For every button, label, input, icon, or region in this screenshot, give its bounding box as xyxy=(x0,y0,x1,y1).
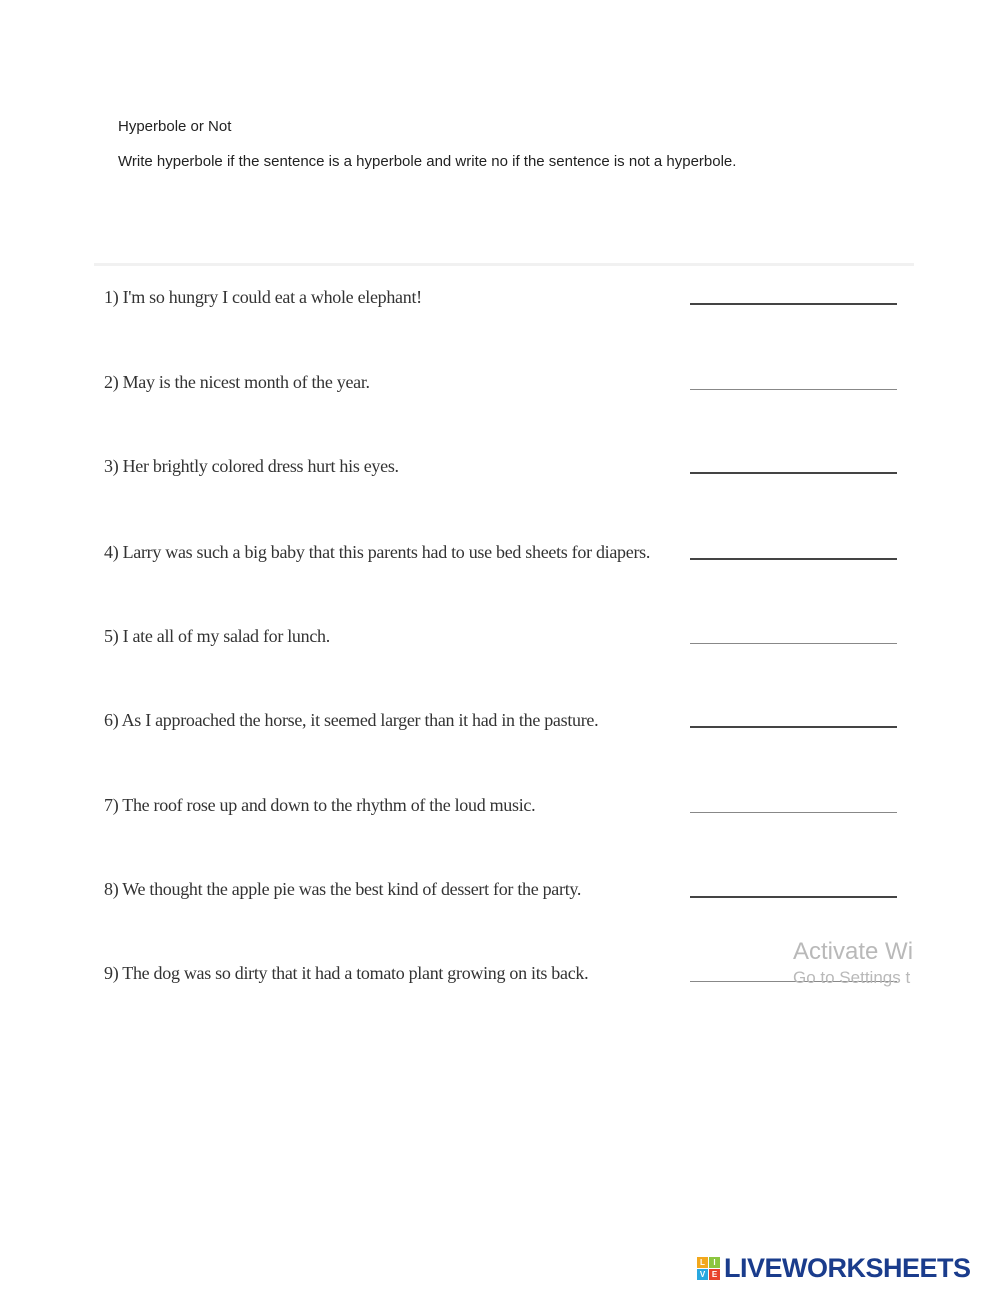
worksheet-title: Hyperbole or Not xyxy=(118,118,232,135)
question-3: 3) Her brightly colored dress hurt his eyes. xyxy=(104,456,399,476)
question-2: 2) May is the nicest month of the year. xyxy=(104,372,370,392)
worksheet-header xyxy=(118,118,736,170)
liveworksheets-brand xyxy=(697,1253,971,1284)
logo-letter-l: L xyxy=(697,1257,708,1268)
question-9: 9) The dog was so dirty that it had a tomato plant growing on its back. xyxy=(104,963,589,983)
question-5: 5) I ate all of my salad for lunch. xyxy=(104,626,330,646)
logo-letter-v: V xyxy=(697,1269,708,1280)
brand-name: LIVEWORKSHEETS xyxy=(724,1253,971,1283)
question-7: 7) The roof rose up and down to the rhythm of the loud music. xyxy=(104,795,536,815)
watermark-line-1: Activate Wi xyxy=(793,938,914,965)
liveworksheets-logo-icon xyxy=(697,1257,720,1280)
activate-windows-watermark xyxy=(793,937,916,997)
question-1: 1) I'm so hungry I could eat a whole elephant! xyxy=(104,287,422,307)
question-6: 6) As I approached the horse, it seemed larger than it had in the pasture. xyxy=(104,710,599,730)
answer-field-5[interactable] xyxy=(690,643,897,644)
answer-field-4[interactable] xyxy=(690,558,897,560)
watermark-line-2: Go to Settings t xyxy=(793,968,911,987)
question-4: 4) Larry was such a big baby that this parents had to use bed sheets for diapers. xyxy=(104,542,651,562)
answer-field-8[interactable] xyxy=(690,896,897,898)
answer-field-2[interactable] xyxy=(690,389,897,390)
answer-field-1[interactable] xyxy=(690,303,897,305)
worksheet-instructions: Write hyperbole if the sentence is a hyperbole and write no if the sentence is not a hyperbole. xyxy=(118,153,737,170)
sheet-top-edge xyxy=(94,263,914,266)
answer-field-7[interactable] xyxy=(690,812,897,813)
logo-letter-e: E xyxy=(709,1269,720,1280)
logo-letter-i: I xyxy=(709,1257,720,1268)
answer-field-3[interactable] xyxy=(690,472,897,474)
answer-field-6[interactable] xyxy=(690,726,897,728)
question-8: 8) We thought the apple pie was the best kind of dessert for the party. xyxy=(104,879,582,899)
question-sheet xyxy=(94,263,914,1003)
